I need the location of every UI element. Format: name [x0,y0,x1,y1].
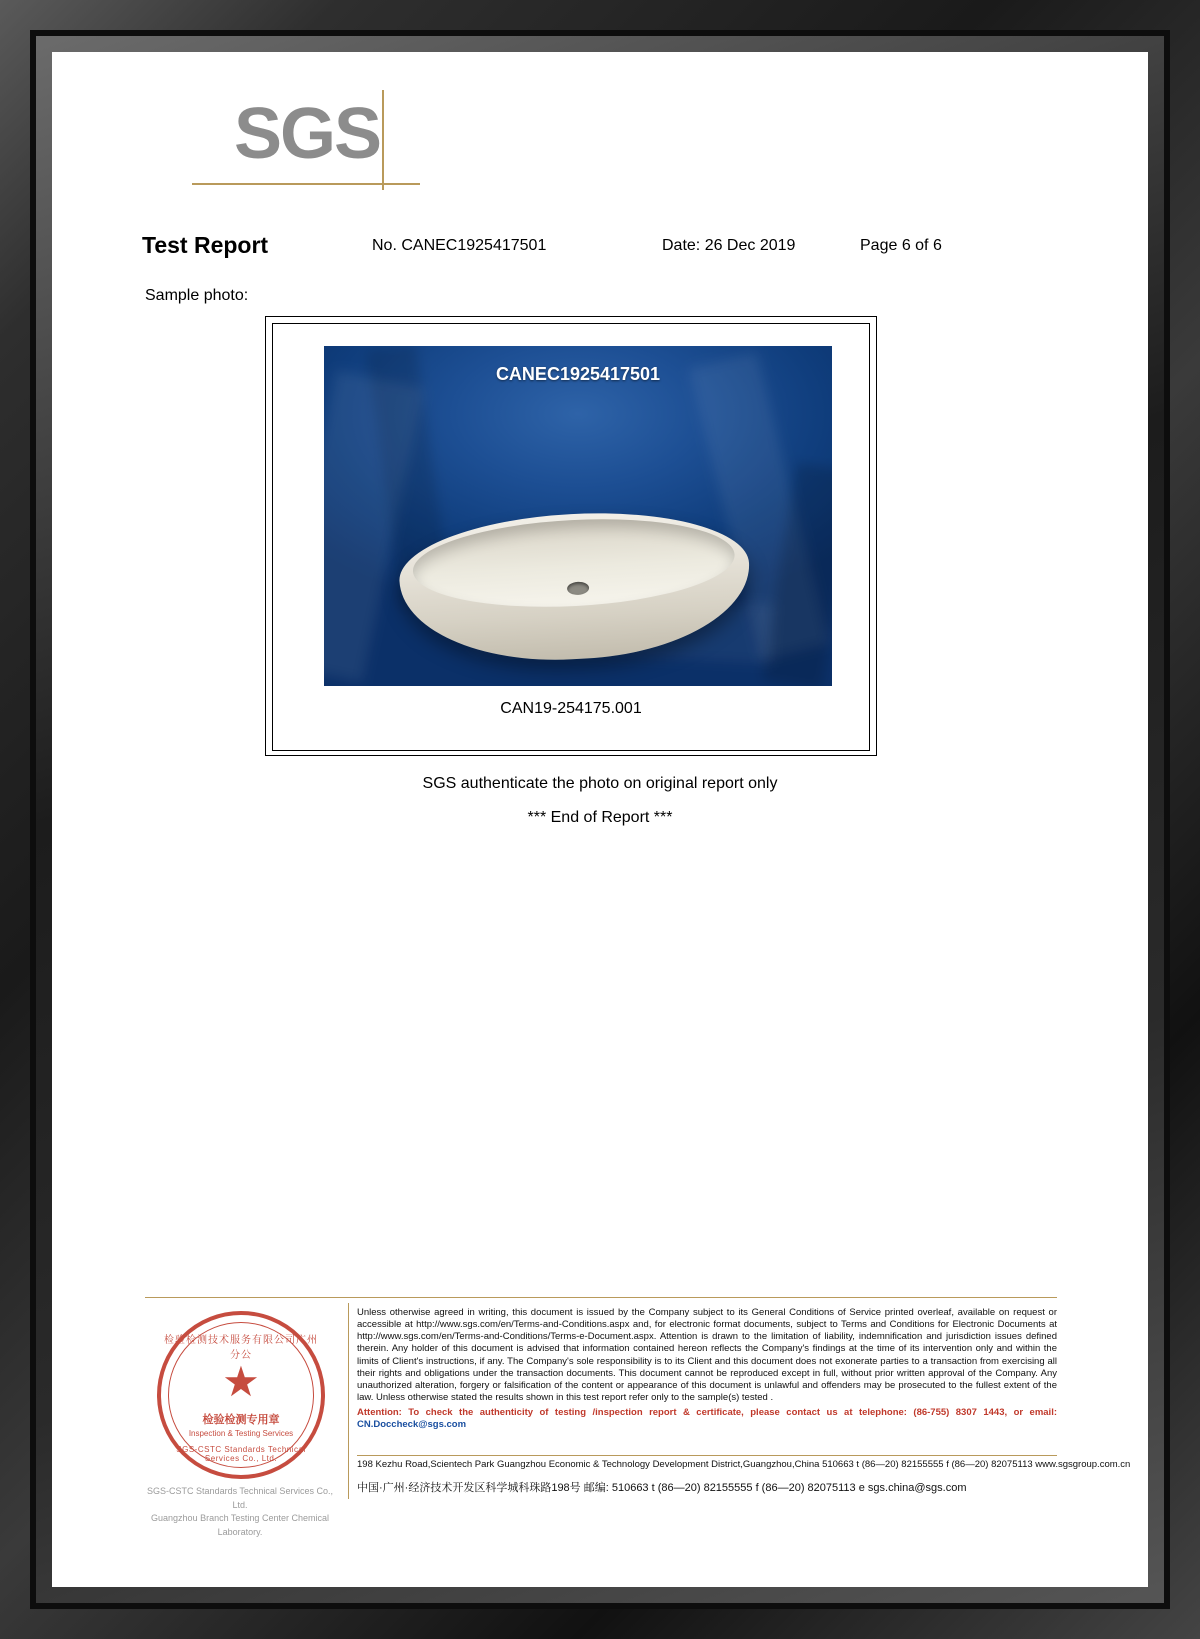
address-english: 198 Kezhu Road,Scientech Park Guangzhou Economic & Technology Development District,Guangzhou,China 510663 t (86—20) 82155555 f (86—20) 82075113 www.sgsgroup.com.cn [357,1459,1131,1470]
sgs-logo [192,90,422,200]
sgs-logo-text: SGS [234,94,381,174]
sample-photo-label: Sample photo: [145,287,249,304]
stamp-top-text: 检验检测技术服务有限公司广州分公 [164,1335,318,1361]
report-number: No. CANEC1925417501 [372,237,547,254]
report-header [52,232,1148,266]
photo-code-overlay: CANEC1925417501 [495,364,661,384]
stamp-caption-line1: SGS-CSTC Standards Technical Services Co., Ltd. [147,1486,333,1510]
logo-horizontal-rule [192,183,420,185]
address-chinese: 中国·广州·经济技术开发区科学城科珠路198号 邮编: 510663 t (86—20) 82155555 f (86—20) 82075113 e sgs.china@sgs.com [357,1482,967,1494]
report-page [52,52,1148,1587]
stamp-sub-text: Inspection & Testing Services [188,1429,294,1438]
page-title: Test Report [142,232,269,258]
photo-caption: CAN19-254175.001 [500,700,642,717]
sample-photo-image [324,346,832,686]
page-footer [52,1297,1148,1587]
stamp-caption [140,1485,340,1539]
report-date: Date: 26 Dec 2019 [662,237,796,254]
legal-body-text: Unless otherwise agreed in writing, this document is issued by the Company subject to its General Conditions of Service printed overleaf, available on request or accessible at http://www.sgs.com/en/Terms-and-Conditions.aspx and, for electronic format documents, subject to Terms and Conditions for Electronic Documents at http://www.sgs.com/en/Terms-and-Conditions/Terms-e-Document.aspx. Attention is drawn to the limitation of liability, indemnification and jurisdiction issues defined therein. Any holder of this document is advised that information contained hereon reflects the Company's findings at the time of its intervention only and within the limits of Client's instructions, if any. The Company's sole responsibility is to its Client and this document does not exonerate parties to a transaction from exercising all their rights and obligations under the transaction documents. This document cannot be reproduced except in full, without prior written approval of the Company. Any unauthorized alteration, forgery or falsification of the content or appearance of this document is unlawful and offenders may be prosecuted to the fullest extent of the law. Unless otherwise stated the results shown in this test report refer only to the sample(s) tested . [357,1307,1057,1404]
footer-middle-rule [357,1455,1057,1456]
stamp-caption-line2: Guangzhou Branch Testing Center Chemical Laboratory. [151,1513,329,1537]
official-stamp [157,1311,325,1479]
stamp-bottom-text: SGS-CSTC Standards Technical Services Co., Ltd. [176,1445,306,1463]
footer-vertical-rule [348,1303,349,1499]
attention-text: Attention: To check the authenticity of testing /inspection report & certificate, please contact us at telephone: (86-755) 8307 1443, [357,1407,1008,1419]
stamp-center-text: 检验检测专用章 [202,1414,280,1426]
basin-bowl [411,512,737,615]
star-icon: ★ [222,1358,260,1405]
sample-photo-box [265,316,877,756]
basin-drain-hole [567,581,590,595]
authenticate-note: SGS authenticate the photo on original report only [422,775,778,792]
legal-disclaimer [357,1307,1057,1432]
doccheck-email-link[interactable]: CN.Doccheck@sgs.com [357,1419,467,1431]
page-number: Page 6 of 6 [860,237,942,254]
attention-notice [357,1407,1057,1431]
attention-email-prefix: or email: [1013,1407,1057,1419]
sample-photo-inner-border [272,323,870,751]
end-of-report-note: *** End of Report *** [527,809,673,826]
logo-vertical-rule [382,90,384,190]
footer-top-rule [145,1297,1057,1298]
